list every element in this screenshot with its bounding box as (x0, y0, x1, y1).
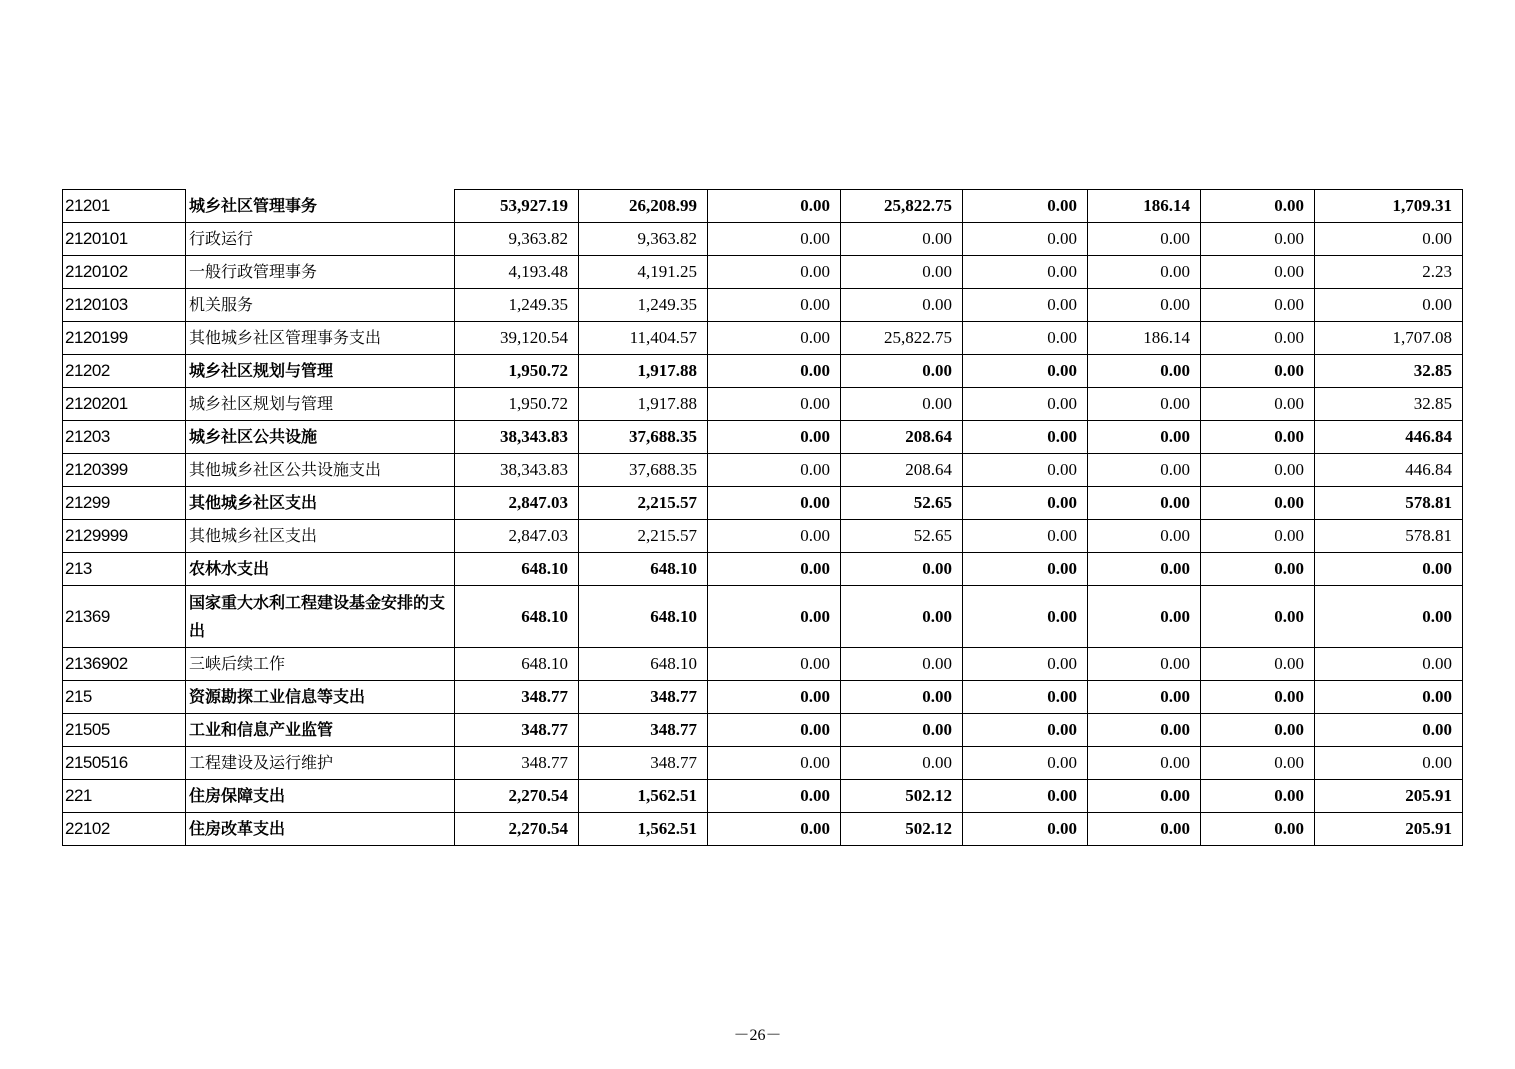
row-value: 0.00 (708, 714, 841, 747)
row-value: 2,215.57 (579, 520, 708, 553)
row-value: 0.00 (708, 289, 841, 322)
row-value: 0.00 (1201, 681, 1315, 714)
row-value: 39,120.54 (455, 322, 579, 355)
row-value: 0.00 (1201, 454, 1315, 487)
row-value: 4,191.25 (579, 256, 708, 289)
row-value: 0.00 (841, 648, 963, 681)
table-row (63, 223, 1463, 256)
row-value: 0.00 (708, 520, 841, 553)
row-value: 0.00 (841, 714, 963, 747)
row-value: 205.91 (1315, 780, 1463, 813)
row-value: 208.64 (841, 421, 963, 454)
row-code: 2120103 (63, 289, 186, 322)
row-value: 1,562.51 (579, 780, 708, 813)
row-value: 0.00 (708, 223, 841, 256)
row-value: 0.00 (1315, 681, 1463, 714)
table-row (63, 714, 1463, 747)
row-value: 0.00 (963, 586, 1088, 648)
row-value: 1,709.31 (1315, 190, 1463, 223)
table-row (63, 289, 1463, 322)
table-row (63, 355, 1463, 388)
row-value: 0.00 (841, 586, 963, 648)
table-row (63, 520, 1463, 553)
row-name: 资源勘探工业信息等支出 (186, 681, 455, 714)
row-value: 578.81 (1315, 487, 1463, 520)
row-value: 2,270.54 (455, 780, 579, 813)
row-value: 0.00 (963, 355, 1088, 388)
row-value: 9,363.82 (579, 223, 708, 256)
table-row (63, 454, 1463, 487)
row-value: 2,847.03 (455, 487, 579, 520)
row-code: 22102 (63, 813, 186, 846)
row-value: 0.00 (1201, 714, 1315, 747)
row-value: 25,822.75 (841, 322, 963, 355)
row-value: 0.00 (1201, 289, 1315, 322)
row-value: 0.00 (1201, 813, 1315, 846)
row-name: 行政运行 (186, 223, 455, 256)
row-value: 37,688.35 (579, 421, 708, 454)
row-value: 502.12 (841, 813, 963, 846)
row-value: 0.00 (841, 553, 963, 586)
row-value: 4,193.48 (455, 256, 579, 289)
row-value: 0.00 (963, 322, 1088, 355)
row-value: 186.14 (1088, 190, 1201, 223)
row-value: 0.00 (708, 553, 841, 586)
row-value: 1,707.08 (1315, 322, 1463, 355)
row-value: 348.77 (579, 681, 708, 714)
row-value: 0.00 (963, 780, 1088, 813)
row-value: 25,822.75 (841, 190, 963, 223)
row-value: 9,363.82 (455, 223, 579, 256)
row-value: 0.00 (708, 256, 841, 289)
row-value: 0.00 (963, 190, 1088, 223)
row-value: 0.00 (841, 223, 963, 256)
row-value: 0.00 (1201, 648, 1315, 681)
row-value: 0.00 (963, 714, 1088, 747)
row-value: 0.00 (963, 388, 1088, 421)
row-name: 工业和信息产业监管 (186, 714, 455, 747)
row-code: 21505 (63, 714, 186, 747)
row-code: 2120201 (63, 388, 186, 421)
row-value: 205.91 (1315, 813, 1463, 846)
row-value: 0.00 (708, 586, 841, 648)
row-value: 0.00 (1088, 289, 1201, 322)
row-value: 1,562.51 (579, 813, 708, 846)
row-value: 11,404.57 (579, 322, 708, 355)
row-value: 0.00 (1315, 747, 1463, 780)
row-name: 其他城乡社区支出 (186, 520, 455, 553)
row-value: 0.00 (1088, 747, 1201, 780)
row-value: 2.23 (1315, 256, 1463, 289)
table-row (63, 586, 1463, 648)
row-code: 21299 (63, 487, 186, 520)
table-row (63, 747, 1463, 780)
budget-table (62, 189, 1463, 846)
table-row (63, 681, 1463, 714)
row-value: 0.00 (1201, 553, 1315, 586)
table-row (63, 553, 1463, 586)
row-value: 26,208.99 (579, 190, 708, 223)
row-name: 工程建设及运行维护 (186, 747, 455, 780)
row-value: 578.81 (1315, 520, 1463, 553)
table-row (63, 388, 1463, 421)
row-value: 0.00 (963, 648, 1088, 681)
table-row (63, 256, 1463, 289)
row-value: 2,847.03 (455, 520, 579, 553)
row-value: 0.00 (1201, 586, 1315, 648)
row-value: 0.00 (963, 454, 1088, 487)
table-row (63, 780, 1463, 813)
row-name: 一般行政管理事务 (186, 256, 455, 289)
row-value: 348.77 (455, 714, 579, 747)
row-code: 2120101 (63, 223, 186, 256)
row-value: 0.00 (1088, 454, 1201, 487)
table-row (63, 190, 1463, 223)
row-value: 0.00 (1088, 813, 1201, 846)
row-value: 2,270.54 (455, 813, 579, 846)
row-value: 0.00 (963, 520, 1088, 553)
row-value: 648.10 (455, 586, 579, 648)
row-value: 0.00 (708, 454, 841, 487)
row-value: 502.12 (841, 780, 963, 813)
row-value: 0.00 (1201, 520, 1315, 553)
row-value: 0.00 (963, 289, 1088, 322)
row-name: 三峡后续工作 (186, 648, 455, 681)
row-name: 其他城乡社区公共设施支出 (186, 454, 455, 487)
row-value: 0.00 (841, 355, 963, 388)
row-value: 0.00 (708, 190, 841, 223)
row-value: 0.00 (1088, 421, 1201, 454)
row-name: 城乡社区规划与管理 (186, 388, 455, 421)
row-value: 0.00 (1201, 421, 1315, 454)
row-value: 0.00 (1088, 223, 1201, 256)
row-value: 38,343.83 (455, 454, 579, 487)
row-code: 2120399 (63, 454, 186, 487)
row-value: 648.10 (579, 586, 708, 648)
row-value: 0.00 (1201, 256, 1315, 289)
row-name: 住房保障支出 (186, 780, 455, 813)
row-value: 446.84 (1315, 454, 1463, 487)
row-value: 32.85 (1315, 355, 1463, 388)
row-value: 0.00 (963, 747, 1088, 780)
row-name: 机关服务 (186, 289, 455, 322)
row-code: 21201 (63, 190, 186, 223)
row-value: 0.00 (1088, 648, 1201, 681)
row-value: 0.00 (1315, 714, 1463, 747)
row-value: 1,917.88 (579, 388, 708, 421)
row-code: 21202 (63, 355, 186, 388)
row-value: 1,249.35 (455, 289, 579, 322)
row-code: 2120102 (63, 256, 186, 289)
row-code: 221 (63, 780, 186, 813)
row-value: 648.10 (579, 648, 708, 681)
row-value: 0.00 (963, 256, 1088, 289)
table-row (63, 648, 1463, 681)
row-value: 0.00 (708, 322, 841, 355)
row-value: 0.00 (708, 421, 841, 454)
row-value: 0.00 (1088, 780, 1201, 813)
row-value: 0.00 (1315, 553, 1463, 586)
row-value: 0.00 (708, 487, 841, 520)
row-value: 0.00 (708, 813, 841, 846)
row-code: 2129999 (63, 520, 186, 553)
row-value: 52.65 (841, 520, 963, 553)
row-value: 0.00 (1201, 487, 1315, 520)
row-name: 国家重大水利工程建设基金安排的支出 (186, 586, 455, 648)
row-value: 0.00 (963, 553, 1088, 586)
row-value: 0.00 (1088, 388, 1201, 421)
row-name: 城乡社区公共设施 (186, 421, 455, 454)
row-value: 1,950.72 (455, 388, 579, 421)
row-value: 0.00 (963, 223, 1088, 256)
table-body (63, 190, 1463, 846)
row-value: 0.00 (1201, 190, 1315, 223)
row-value: 186.14 (1088, 322, 1201, 355)
row-value: 208.64 (841, 454, 963, 487)
row-value: 1,950.72 (455, 355, 579, 388)
row-value: 0.00 (708, 780, 841, 813)
row-value: 2,215.57 (579, 487, 708, 520)
row-code: 2136902 (63, 648, 186, 681)
row-value: 53,927.19 (455, 190, 579, 223)
row-name: 城乡社区规划与管理 (186, 355, 455, 388)
row-value: 0.00 (708, 747, 841, 780)
row-value: 0.00 (1201, 223, 1315, 256)
table-row (63, 322, 1463, 355)
row-value: 37,688.35 (579, 454, 708, 487)
row-value: 0.00 (841, 681, 963, 714)
row-value: 1,249.35 (579, 289, 708, 322)
row-value: 0.00 (1088, 681, 1201, 714)
row-value: 446.84 (1315, 421, 1463, 454)
row-value: 348.77 (579, 747, 708, 780)
row-value: 648.10 (579, 553, 708, 586)
row-name: 其他城乡社区管理事务支出 (186, 322, 455, 355)
row-code: 2150516 (63, 747, 186, 780)
row-value: 0.00 (963, 681, 1088, 714)
row-value: 0.00 (1315, 289, 1463, 322)
table-row (63, 487, 1463, 520)
row-value: 348.77 (455, 747, 579, 780)
row-value: 0.00 (841, 388, 963, 421)
row-value: 0.00 (708, 681, 841, 714)
row-code: 2120199 (63, 322, 186, 355)
row-value: 0.00 (1201, 747, 1315, 780)
row-value: 648.10 (455, 553, 579, 586)
row-value: 0.00 (708, 355, 841, 388)
row-value: 0.00 (1315, 223, 1463, 256)
row-code: 21369 (63, 586, 186, 648)
row-value: 0.00 (1088, 487, 1201, 520)
row-value: 0.00 (1088, 586, 1201, 648)
table-row (63, 813, 1463, 846)
row-value: 0.00 (1315, 648, 1463, 681)
row-value: 648.10 (455, 648, 579, 681)
row-value: 0.00 (1088, 714, 1201, 747)
row-value: 0.00 (1201, 355, 1315, 388)
page-number: －26－ (733, 1027, 782, 1044)
row-value: 52.65 (841, 487, 963, 520)
row-value: 348.77 (579, 714, 708, 747)
row-value: 348.77 (455, 681, 579, 714)
row-value: 0.00 (1201, 322, 1315, 355)
row-value: 0.00 (708, 388, 841, 421)
row-name: 城乡社区管理事务 (186, 190, 455, 223)
row-value: 0.00 (1088, 520, 1201, 553)
row-value: 0.00 (841, 289, 963, 322)
row-value: 38,343.83 (455, 421, 579, 454)
row-value: 0.00 (1201, 388, 1315, 421)
row-name: 住房改革支出 (186, 813, 455, 846)
table-row (63, 421, 1463, 454)
row-value: 1,917.88 (579, 355, 708, 388)
row-value: 0.00 (708, 648, 841, 681)
row-value: 32.85 (1315, 388, 1463, 421)
row-name: 农林水支出 (186, 553, 455, 586)
row-code: 215 (63, 681, 186, 714)
row-name: 其他城乡社区支出 (186, 487, 455, 520)
row-value: 0.00 (963, 421, 1088, 454)
row-code: 21203 (63, 421, 186, 454)
row-value: 0.00 (963, 813, 1088, 846)
row-value: 0.00 (1088, 256, 1201, 289)
row-value: 0.00 (841, 256, 963, 289)
row-value: 0.00 (1088, 355, 1201, 388)
row-value: 0.00 (1088, 553, 1201, 586)
row-value: 0.00 (1315, 586, 1463, 648)
row-value: 0.00 (1201, 780, 1315, 813)
row-value: 0.00 (841, 747, 963, 780)
row-code: 213 (63, 553, 186, 586)
row-value: 0.00 (963, 487, 1088, 520)
